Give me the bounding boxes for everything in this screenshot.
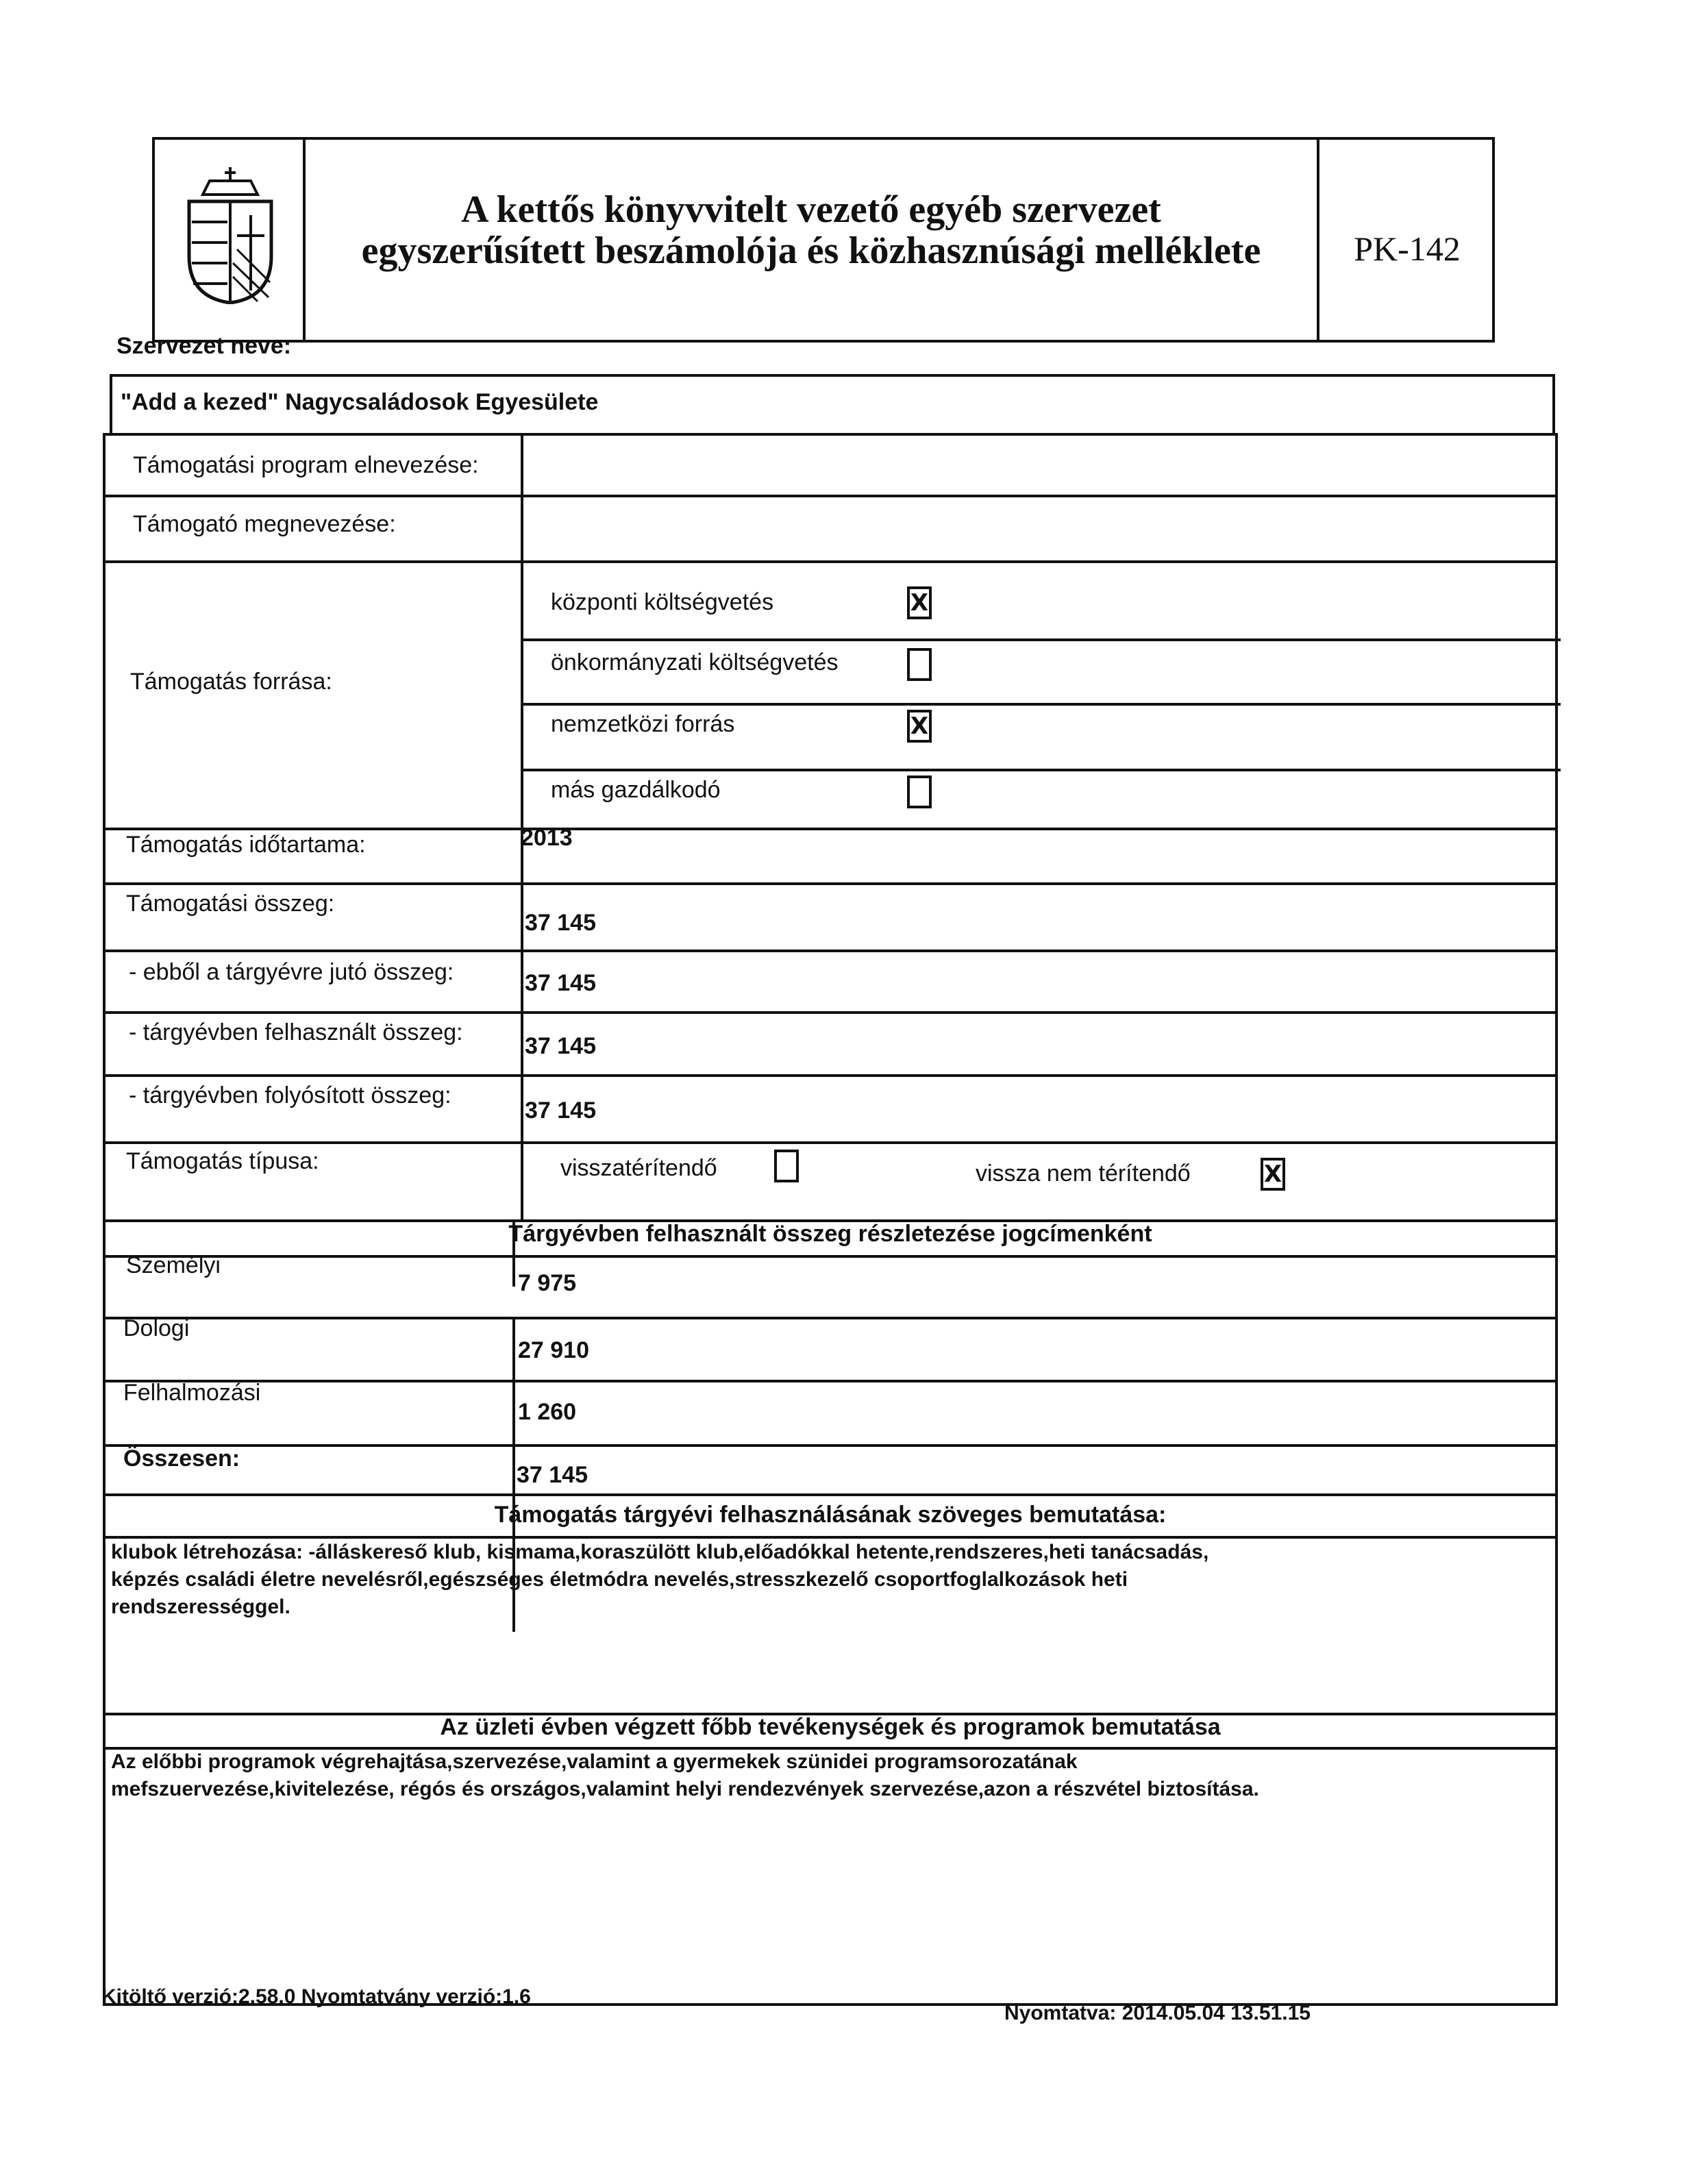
form-title-line2: egyszerűsített beszámolója és közhasznúsági melléklete xyxy=(361,229,1261,272)
breakdown-label-total: Összesen: xyxy=(123,1445,240,1472)
type-nonrefundable-label: vissza nem térítendő xyxy=(976,1161,1191,1187)
usage-text-body[interactable] xyxy=(111,1539,1550,1621)
hungarian-coat-of-arms-icon xyxy=(182,167,278,304)
used-value[interactable]: 37 145 xyxy=(525,1033,596,1059)
form-title-line1: A kettős könyvvitelt vezető egyéb szervezet xyxy=(461,188,1161,231)
row-divider xyxy=(106,882,1555,885)
source-checkbox-international[interactable]: X xyxy=(907,710,932,743)
breakdown-value-material[interactable]: 27 910 xyxy=(518,1337,589,1363)
source-option-label: központi költségvetés xyxy=(551,589,774,615)
activities-body[interactable] xyxy=(111,1748,1550,1803)
source-label: Támogatás forrása: xyxy=(130,669,332,695)
title-cell xyxy=(306,140,1319,340)
duration-value[interactable]: 2013 xyxy=(521,825,573,851)
row-divider xyxy=(106,950,1555,952)
source-checkbox-central-budget[interactable]: X xyxy=(907,586,932,619)
usage-text-line: rendszerességgel. xyxy=(111,1596,290,1618)
row-divider xyxy=(106,1493,1555,1496)
row-divider xyxy=(106,828,1555,830)
source-option-label: nemzetközi forrás xyxy=(551,711,735,737)
form-header xyxy=(152,137,1495,343)
activities-title: Az üzleti évben végzett főbb tevékenységek és programok bemutatása xyxy=(440,1714,1221,1740)
year-share-value[interactable]: 37 145 xyxy=(525,970,596,996)
breakdown-label-accumulation: Felhalmozási xyxy=(123,1380,261,1406)
breakdown-value-total[interactable]: 37 145 xyxy=(517,1462,588,1488)
program-name-label: Támogatási program elnevezése: xyxy=(133,452,479,478)
supporter-label: Támogató megnevezése: xyxy=(133,511,396,537)
source-option-label: más gazdálkodó xyxy=(551,777,721,803)
type-nonrefundable-checkbox[interactable]: X xyxy=(1261,1158,1285,1191)
version-info: Kitöltő verzió:2.58.0 Nyomtatvány verzió:1.6 xyxy=(101,1985,531,2008)
breakdown-value-personal[interactable]: 7 975 xyxy=(518,1270,577,1296)
used-label: - tárgyévben felhasznált összeg: xyxy=(129,1019,463,1045)
usage-text-line: képzés családi életre nevelésről,egészséges életmódra nevelés,stresszkezelő csoportfoglalkozások heti xyxy=(111,1568,1128,1591)
duration-label: Támogatás időtartama: xyxy=(126,832,366,858)
organization-name: "Add a kezed" Nagycsaládosok Egyesülete xyxy=(121,389,599,415)
row-divider xyxy=(106,1317,1555,1319)
row-divider xyxy=(521,703,1561,706)
usage-text-line: klubok létrehozása: -álláskereső klub, kismama,koraszülött klub,előadókkal hetente,rendszeres,heti tanácsadás, xyxy=(111,1541,1209,1563)
amount-value[interactable]: 37 145 xyxy=(525,910,596,936)
row-divider xyxy=(106,560,1555,563)
breakdown-label-material: Dologi xyxy=(123,1315,190,1341)
breakdown-title: Tárgyévben felhasznált összeg részletezése jogcímenként xyxy=(508,1221,1152,1247)
disbursed-value[interactable]: 37 145 xyxy=(525,1097,596,1124)
type-refundable-label: visszatérítendő xyxy=(560,1155,717,1181)
row-divider xyxy=(521,769,1561,771)
breakdown-label-personal: Személyi xyxy=(126,1252,221,1278)
form-code: PK-142 xyxy=(1354,229,1461,268)
row-divider xyxy=(521,638,1561,641)
amount-label: Támogatási összeg: xyxy=(126,891,335,917)
row-divider xyxy=(106,1074,1555,1077)
source-checkbox-other-business[interactable] xyxy=(907,775,932,808)
source-checkbox-municipal-budget[interactable] xyxy=(907,648,932,681)
disbursed-label: - tárgyévben folyósított összeg: xyxy=(129,1082,451,1108)
breakdown-value-accumulation[interactable]: 1 260 xyxy=(518,1399,577,1425)
activities-line: mefszuervezése,kivitelezése, régós és országos,valamint helyi rendezvények szervezése,azon a részvétel biztosítása. xyxy=(111,1778,1259,1800)
organization-label: Szervezet neve: xyxy=(116,333,292,359)
crest-cell xyxy=(155,140,306,340)
row-divider xyxy=(106,495,1555,497)
type-refundable-checkbox[interactable] xyxy=(774,1150,799,1182)
source-option-label: önkormányzati költségvetés xyxy=(551,649,839,675)
printed-timestamp: Nyomtatva: 2014.05.04 13.51.15 xyxy=(1004,2002,1311,2024)
form-code-cell xyxy=(1319,140,1495,340)
type-label: Támogatás típusa: xyxy=(126,1148,319,1174)
support-table xyxy=(103,433,1558,2006)
activities-line: Az előbbi programok végrehajtása,szervezése,valamint a gyermekek szünidei programsorozatának xyxy=(111,1750,1078,1773)
row-divider xyxy=(106,1141,1555,1144)
organization-name-field[interactable] xyxy=(110,374,1555,436)
year-share-label: - ebből a tárgyévre jutó összeg: xyxy=(129,959,454,985)
row-divider xyxy=(106,1255,1555,1258)
row-divider xyxy=(106,1444,1555,1447)
row-divider xyxy=(106,1380,1555,1382)
row-divider xyxy=(106,1011,1555,1014)
usage-text-title: Támogatás tárgyévi felhasználásának szöveges bemutatása: xyxy=(494,1502,1167,1528)
